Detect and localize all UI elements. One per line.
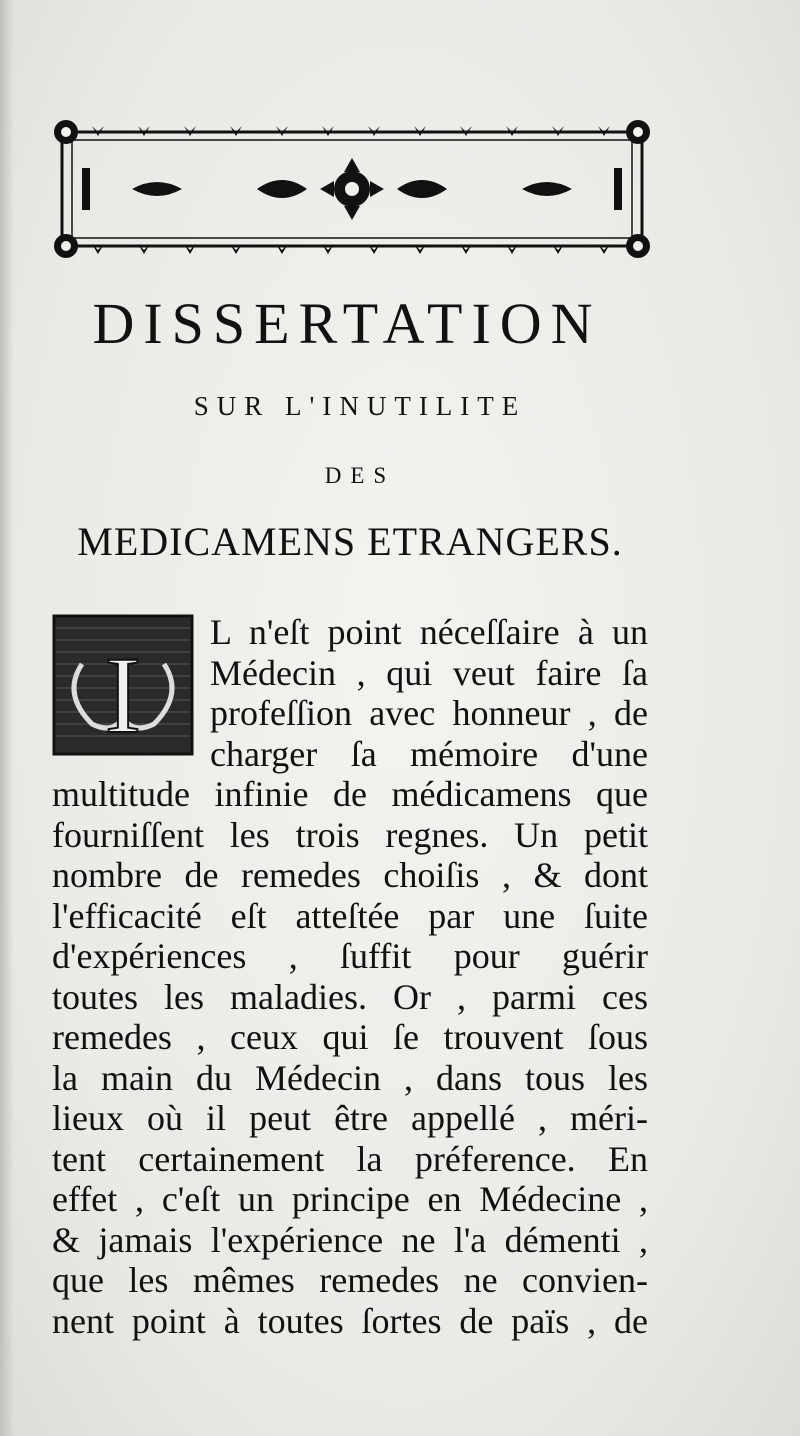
paragraph-line: nent point à toutes ſortes de païs , de — [52, 1300, 648, 1341]
page-edge-shadow — [0, 0, 14, 1436]
ornate-initial-icon — [52, 614, 194, 756]
page-title: DISSERTATION — [92, 291, 602, 356]
paragraph-line: multitude infinie de médicamens que — [52, 774, 648, 814]
paragraph-line: fourniſſent les trois regnes. Un petit — [52, 814, 648, 855]
paragraph-line: Médecin , qui veut faire ſa — [210, 652, 648, 693]
paragraph-line: remedes , ceux qui ſe trouvent ſous — [52, 1017, 648, 1057]
paragraph-line: charger ſa mémoire d'une — [210, 733, 648, 774]
subtitle-line-1: SUR L'INUTILITE — [193, 391, 527, 421]
paragraph-line: d'expériences , ſuffit pour guérir — [52, 936, 648, 976]
paragraph-line: & jamais l'expérience ne l'a démenti , — [52, 1219, 648, 1260]
paragraph-line: L n'eſt point néceſſaire à un — [210, 612, 648, 652]
paragraph-line: toutes les maladies. Or , parmi ces — [52, 976, 648, 1017]
ornament-band-icon — [52, 118, 652, 260]
subtitle-line-2: DES — [324, 463, 396, 488]
paragraph-line: l'efficacité eſt atteſtée par une ſuite — [52, 895, 648, 936]
subtitle-line-3: MEDICAMENS ETRANGERS. — [77, 519, 623, 564]
paragraph-line: tent certainement la préference. En — [52, 1138, 648, 1179]
paragraph-line: nombre de remedes choiſis , & dont — [52, 855, 648, 895]
paragraph-line: profeſſion avec honneur , de — [210, 693, 648, 733]
dropcap-letter: I — [104, 634, 142, 756]
paragraph-line: lieux où il peut être appellé , méri- — [52, 1098, 648, 1138]
paragraph-line: la main du Médecin , dans tous les — [52, 1057, 648, 1098]
paragraph-line: effet , c'eſt un principe en Médecine , — [52, 1179, 648, 1219]
paragraph-line: que les mêmes remedes ne convien- — [52, 1260, 648, 1300]
